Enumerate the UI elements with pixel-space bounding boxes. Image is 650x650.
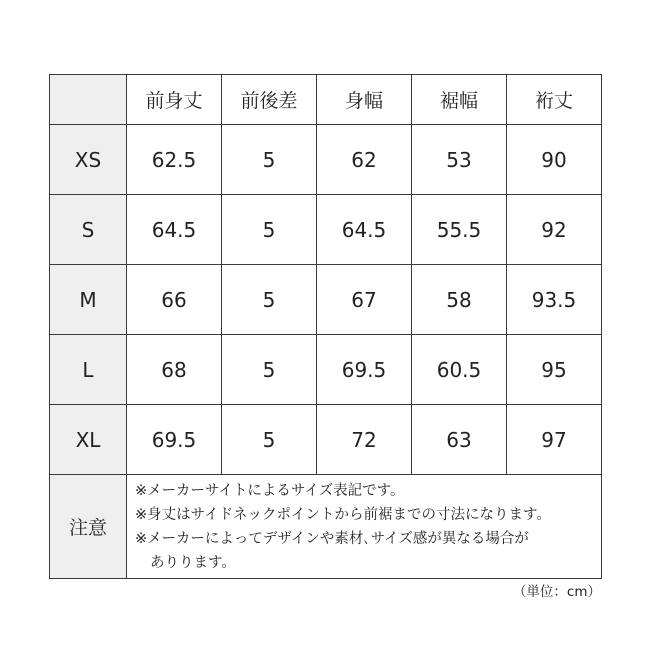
col-header-front-back-diff: 前後差 — [222, 75, 317, 125]
table-cell: 53 — [412, 125, 507, 195]
notes-row — [50, 475, 602, 579]
note-line: ※メーカーサイトによるサイズ表記です。 — [135, 482, 405, 499]
table-cell: 72 — [317, 405, 412, 475]
note-line: ※メーカーによってデザインや素材､サイズ感が異なる場合が — [135, 530, 529, 547]
col-header-chest-width: 身幅 — [317, 75, 412, 125]
table-row — [50, 125, 602, 195]
table-cell: 5 — [222, 335, 317, 405]
table-cell: 5 — [222, 405, 317, 475]
table-cell: 63 — [412, 405, 507, 475]
table-row — [50, 335, 602, 405]
table-cell: 92 — [507, 195, 602, 265]
notes-label: 注意 — [50, 475, 127, 579]
table-cell: 95 — [507, 335, 602, 405]
table-cell: 60.5 — [412, 335, 507, 405]
table-cell: 69.5 — [127, 405, 222, 475]
corner-cell — [50, 75, 127, 125]
table-cell: 55.5 — [412, 195, 507, 265]
notes-cell — [127, 475, 602, 579]
table-cell: 68 — [127, 335, 222, 405]
table-cell: 5 — [222, 265, 317, 335]
table-cell: 90 — [507, 125, 602, 195]
table-row — [50, 265, 602, 335]
table-cell: 93.5 — [507, 265, 602, 335]
table-cell: 64.5 — [127, 195, 222, 265]
table-cell: 5 — [222, 125, 317, 195]
table-cell: 62.5 — [127, 125, 222, 195]
col-header-sleeve-length: 裄丈 — [507, 75, 602, 125]
unit-label: （単位：cm） — [512, 584, 601, 600]
table-cell: 58 — [412, 265, 507, 335]
table-cell: 5 — [222, 195, 317, 265]
size-label: XL — [50, 405, 127, 475]
table-cell: 62 — [317, 125, 412, 195]
table-cell: 97 — [507, 405, 602, 475]
header-row — [50, 75, 602, 125]
col-header-front-length: 前身丈 — [127, 75, 222, 125]
note-line: ありります。 — [150, 554, 236, 571]
size-chart-table — [49, 74, 602, 579]
table-cell: 69.5 — [317, 335, 412, 405]
size-label: XS — [50, 125, 127, 195]
size-label: L — [50, 335, 127, 405]
table-cell: 64.5 — [317, 195, 412, 265]
table-row — [50, 195, 602, 265]
note-line: ※身丈はサイドネックポイントから前裾までの寸法になります。 — [135, 506, 551, 523]
size-label: M — [50, 265, 127, 335]
size-label: S — [50, 195, 127, 265]
table-cell: 66 — [127, 265, 222, 335]
col-header-hem-width: 裾幅 — [412, 75, 507, 125]
table-cell: 67 — [317, 265, 412, 335]
table-row — [50, 405, 602, 475]
